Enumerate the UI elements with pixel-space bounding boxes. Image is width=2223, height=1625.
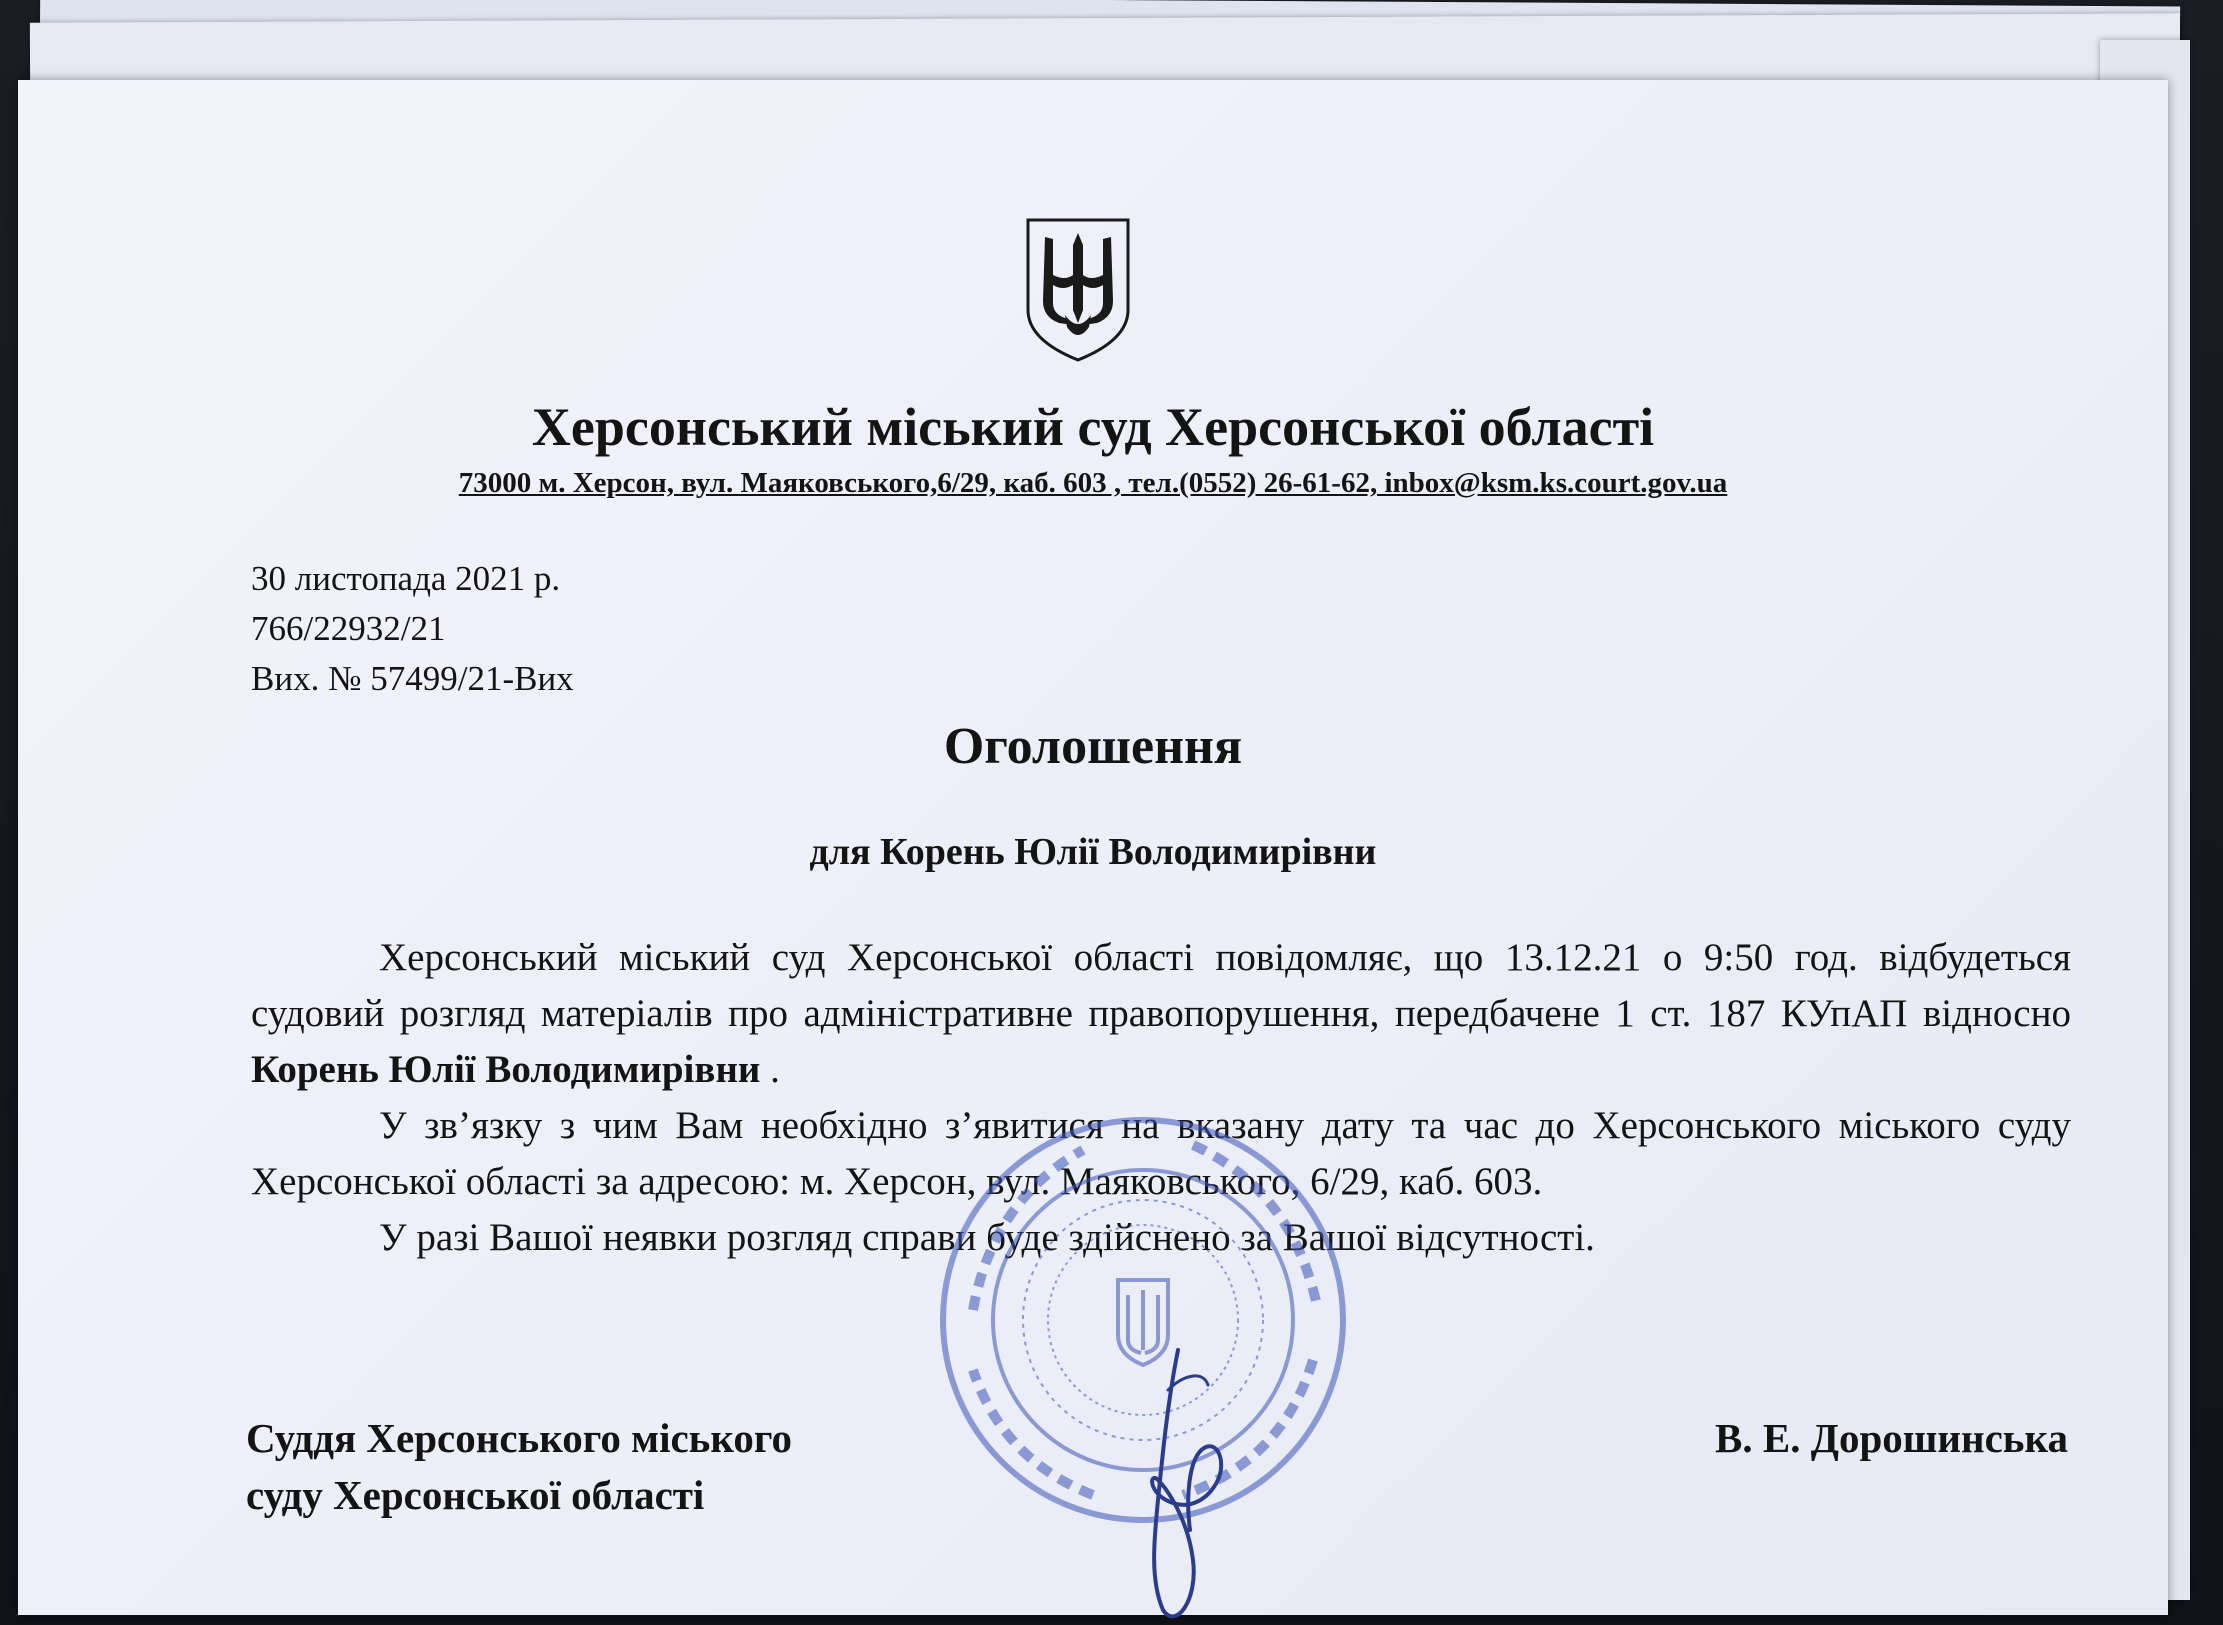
body-paragraph-3: У разі Вашої неявки розгляд справи буде здійснено за Вашої відсутності.: [379, 1216, 1595, 1259]
judge-position-line: суду Херсонської області: [246, 1472, 705, 1518]
judge-position-line: Суддя Херсонського міського: [246, 1415, 793, 1461]
paragraph-text: Херсонський міський суд Херсонської області повідомляє, що 13.12.21 о 9:50 год. відбудеться судовий розгляд матеріалів про адміністративне правопорушення, передбачене 1 ст. 187 КУпАП відносно: [251, 936, 2071, 1035]
trident-coat-of-arms-icon: [1023, 215, 1133, 365]
outgoing-number: Вих. № 57499/21-Вих: [251, 659, 574, 698]
document-meta: [251, 554, 574, 704]
body-paragraph-1: [251, 930, 2071, 1098]
body-paragraph-2: У зв’язку з чим Вам необхідно з’явитися на вказану дату та час до Херсонського міського суду Херсонської області за адресою: м. Херсон, вул. Маяковського, 6/29, каб. 603.: [251, 1104, 2071, 1203]
addressee: для Корень Юлії Володимирівни: [809, 831, 1377, 873]
judge-name: В. Е. Дорошинська: [1715, 1415, 2068, 1461]
court-name: Херсонський міський суд Херсонської області: [531, 397, 1655, 457]
document-title: Оголошення: [943, 718, 1243, 775]
document-date: 30 листопада 2021 р.: [251, 559, 561, 598]
paragraph-text: .: [760, 1048, 780, 1091]
document-page: [18, 80, 2168, 1615]
court-address: 73000 м. Херсон, вул. Маяковського,6/29, каб. 603 , тел.(0552) 26-61-62, inbox@ksm.ks.court.gov.ua: [458, 467, 1728, 499]
defendant-name: Корень Юлії Володимирівни: [251, 1048, 761, 1091]
judge-position: [246, 1410, 792, 1524]
case-number: 766/22932/21: [251, 609, 446, 648]
signature-mark: [1108, 1330, 1248, 1625]
